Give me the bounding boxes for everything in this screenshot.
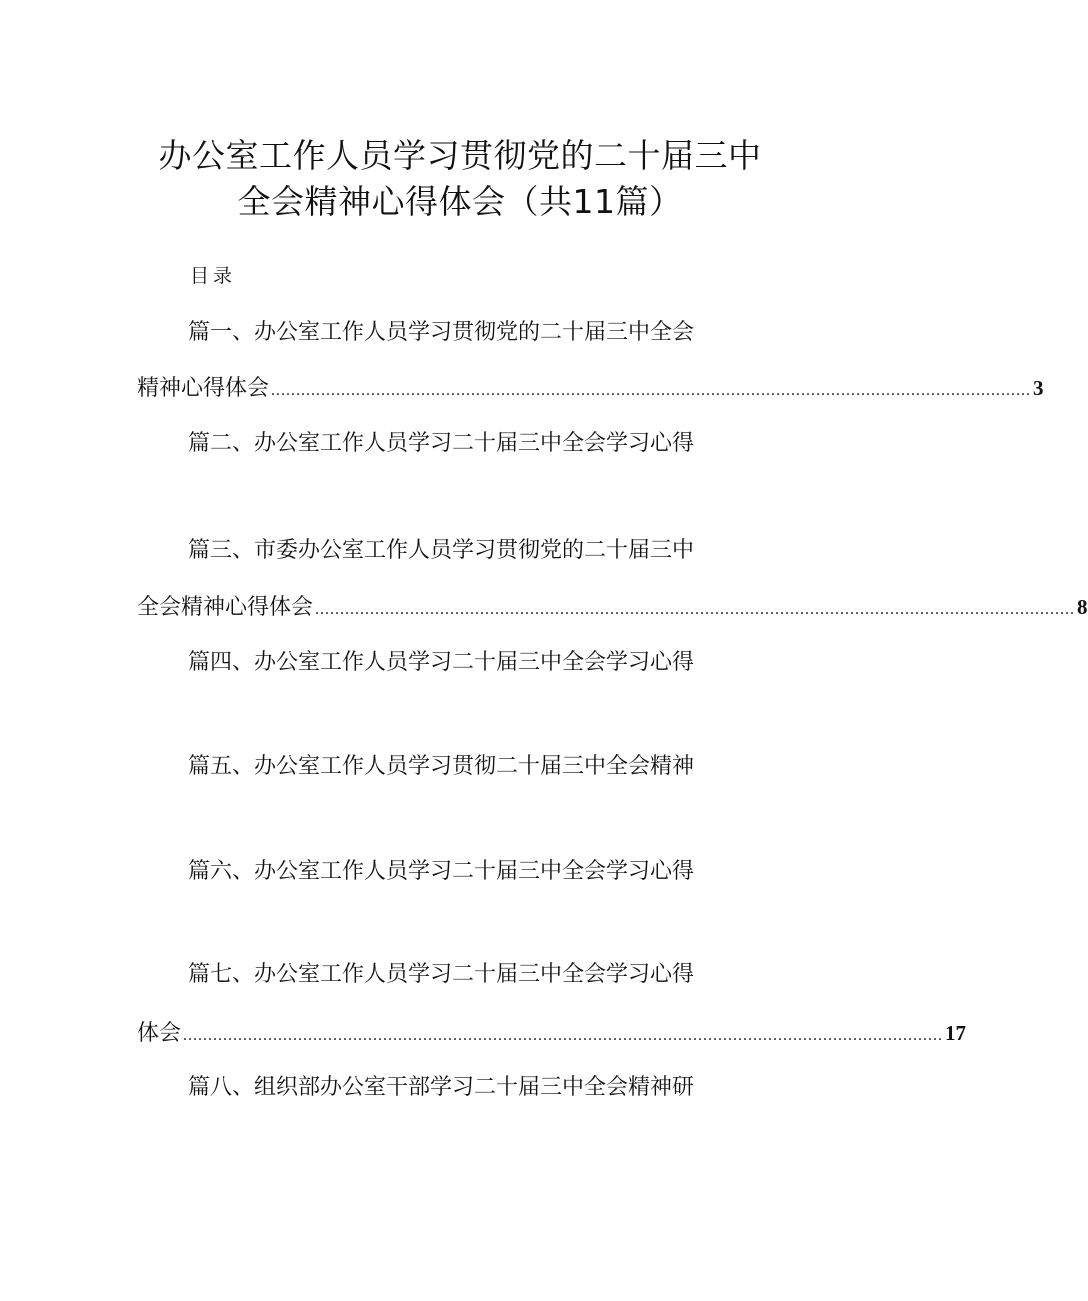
toc-entry-5-heading[interactable]: 篇五、办公室工作人员学习贯彻二十届三中全会精神 xyxy=(188,754,695,779)
toc-entry-1-page: 3 xyxy=(1033,376,1044,400)
toc-entry-1-heading[interactable]: 篇一、办公室工作人员学习贯彻党的二十届三中全会 xyxy=(188,320,695,345)
toc-entry-6-heading[interactable]: 篇六、办公室工作人员学习二十届三中全会学习心得 xyxy=(188,859,695,884)
document-title-line-2: 全会精神心得体会（共11篇） xyxy=(237,182,683,221)
toc-entry-7-page: 17 xyxy=(945,1021,967,1045)
toc-entry-3-continuation[interactable] xyxy=(137,592,1088,625)
toc-entry-2-heading[interactable]: 篇二、办公室工作人员学习二十届三中全会学习心得 xyxy=(188,431,695,456)
toc-label: 目录 xyxy=(190,265,237,287)
dot-leader: ........................................................................................................................................................ xyxy=(315,601,1076,618)
toc-entry-4-heading[interactable]: 篇四、办公室工作人员学习二十届三中全会学习心得 xyxy=(188,650,695,675)
toc-entry-1-text: 精神心得体会 xyxy=(137,376,270,401)
toc-entry-8-heading[interactable]: 篇八、组织部办公室干部学习二十届三中全会精神研 xyxy=(188,1075,695,1100)
dot-leader: ........................................................................................................................................................ xyxy=(271,382,1032,399)
toc-entry-7-text: 体会 xyxy=(137,1021,182,1046)
document-title-line-1: 办公室工作人员学习贯彻党的二十届三中 xyxy=(158,136,762,175)
toc-entry-7-continuation[interactable] xyxy=(137,1018,967,1051)
toc-entry-1-continuation[interactable] xyxy=(137,373,1044,406)
toc-entry-3-text: 全会精神心得体会 xyxy=(137,595,314,620)
dot-leader: ........................................................................................................................................................ xyxy=(183,1027,944,1044)
toc-entry-3-page: 8 xyxy=(1077,595,1088,619)
toc-entry-3-heading[interactable]: 篇三、市委办公室工作人员学习贯彻党的二十届三中 xyxy=(188,538,695,563)
toc-entry-7-heading[interactable]: 篇七、办公室工作人员学习二十届三中全会学习心得 xyxy=(188,962,695,987)
